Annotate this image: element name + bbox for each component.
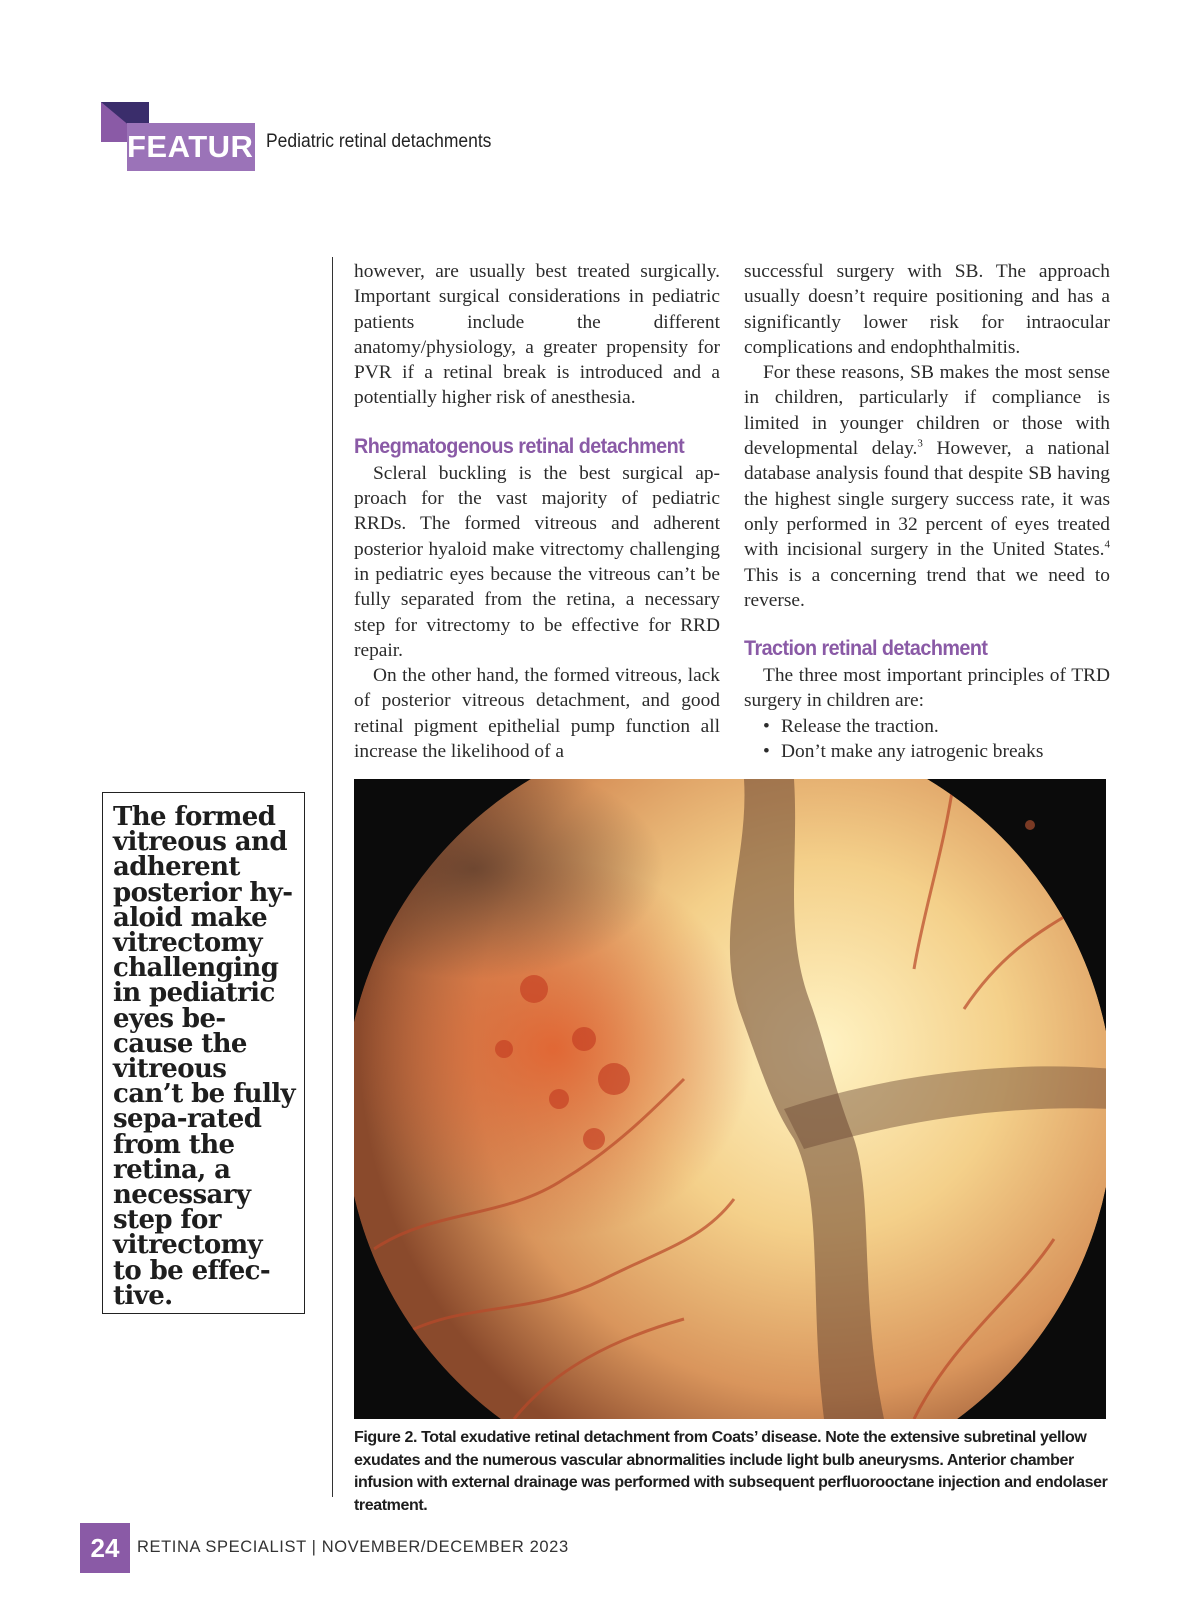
section-heading: Traction retinal detachment xyxy=(744,636,988,661)
text-run: This is a concerning trend that we need to reverse. xyxy=(744,564,1110,611)
paragraph xyxy=(744,360,1110,613)
bullet-icon: • xyxy=(763,741,770,763)
text-run: However, a national database analysis found that despite SB having the highest single surgery success rate, it was only performed in 32 percent of eyes treated with incisional surgery in the United States. xyxy=(744,438,1111,561)
bullet-list xyxy=(744,714,1110,765)
lens-spot xyxy=(1025,820,1035,830)
section-badge: FEATURE xyxy=(127,123,255,171)
paragraph: The three most important principles of TRD surgery in children are: xyxy=(744,665,1110,712)
running-title: Pediatric retinal detachments xyxy=(266,131,492,152)
fundus-illustration xyxy=(354,779,1106,1419)
paragraph: Scleral buckling is the best surgical approach for the vast majority of pediatric RRDs. The formed vitreous and adherent posterior hyaloid make vitrectomy challenging in pediatric eyes because the vitreous can’t be fully separated from the retina, a necessary step for vitrectomy to be effective for RRD repair. xyxy=(354,462,720,661)
bullet-icon: • xyxy=(763,715,770,737)
fundus-photo xyxy=(354,779,1106,1419)
column-divider xyxy=(332,257,333,1497)
figure-caption: Figure 2. Total exudative retinal detachment from Coats’ disease. Note the extensive subretinal yellow exudates and the numerous vascular abnormalities include light bulb aneurysms. Anterior chamber infusion with external drainage was performed with subsequent perfluorooctane injection and endolaser treatment. xyxy=(354,1429,1108,1514)
list-item: • Don’t make any iatrogenic breaks xyxy=(744,739,1110,764)
publication-footer: RETINA SPECIALIST | NOVEMBER/DECEMBER 2023 xyxy=(137,1538,569,1556)
reference-4: 4 xyxy=(1104,538,1110,551)
list-item: • Release the traction. xyxy=(744,714,1110,739)
reference-3: 3 xyxy=(917,437,923,450)
section-heading: Rhegmatogenous retinal detachment xyxy=(354,433,685,458)
pull-quote xyxy=(102,792,305,1314)
text-run: For these reasons, SB makes the most sense in children, particularly if compliance is limited in younger children or those with developmental delay. xyxy=(744,362,1110,460)
paragraph: On the other hand, the formed vitreous, lack of posterior vitreous detachment, and good retinal pigment epithelial pump function all increase the likelihood of a xyxy=(354,665,720,763)
paragraph: however, are usually best treated surgically. Important surgical considerations in pediatric patients include the different anatomy/physiology, a greater propensity for PVR if a retinal break is introduced and a potentially higher risk of anesthesia. xyxy=(354,261,720,409)
article-column-right xyxy=(744,259,1110,764)
article-column-left xyxy=(354,259,720,764)
pull-quote-text: The formed vitreous and adherent posterior hy-aloid make vitrectomy challenging in pediatric eyes be-cause the vitreous can’t be fully sepa-rated from the retina, a necessary step for vitrectomy to be effec-tive. xyxy=(113,802,296,1311)
page-number: 24 xyxy=(80,1523,130,1573)
paragraph: successful surgery with SB. The approach usually doesn’t require positioning and has a significantly lower risk for intraocular complications and endophthalmitis. xyxy=(744,261,1110,358)
